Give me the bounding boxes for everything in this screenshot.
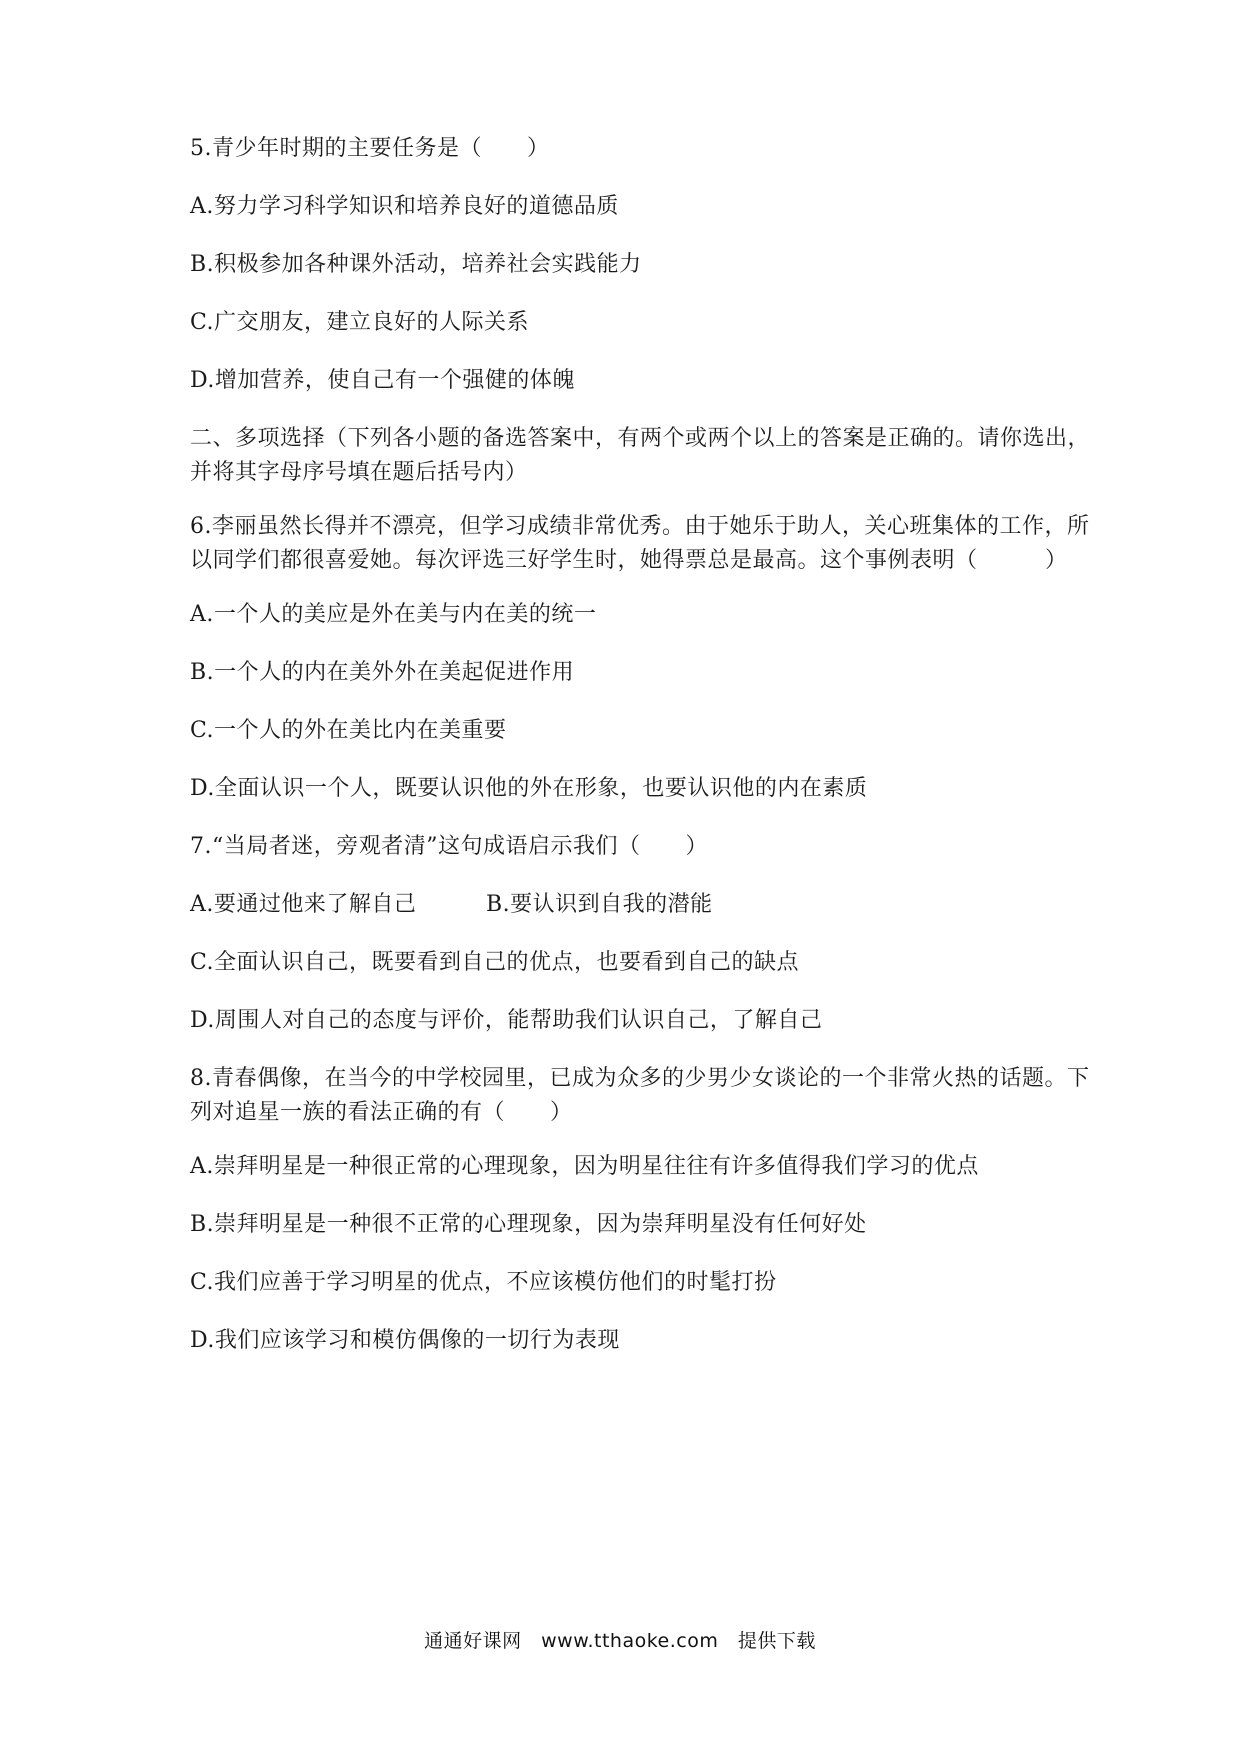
page-footer: 通通好课网 www.tthaoke.com 提供下载 <box>424 1630 816 1652</box>
q7-option-d: D.周围人对自己的态度与评价，能帮助我们认识自己，了解自己 <box>190 1008 823 1033</box>
q6-option-c: C.一个人的外在美比内在美重要 <box>190 718 507 743</box>
q7-option-c: C.全面认识自己，既要看到自己的优点，也要看到自己的缺点 <box>190 950 800 975</box>
q6-option-a: A.一个人的美应是外在美与内在美的统一 <box>190 602 597 627</box>
section2-heading-line2: 并将其字母序号填在题后括号内） <box>190 460 528 485</box>
q7-option-a: A.要通过他来了解自己 <box>190 892 417 917</box>
q5-option-c: C.广交朋友，建立良好的人际关系 <box>190 310 530 335</box>
q5-stem: 5.青少年时期的主要任务是（ ） <box>190 136 550 161</box>
q5-option-b: B.积极参加各种课外活动，培养社会实践能力 <box>190 252 642 277</box>
q5-option-d: D.增加营养，使自己有一个强健的体魄 <box>190 368 575 393</box>
q6-option-d: D.全面认识一个人，既要认识他的外在形象，也要认识他的内在素质 <box>190 776 868 801</box>
q8-option-b: B.崇拜明星是一种很不正常的心理现象，因为崇拜明星没有任何好处 <box>190 1212 867 1237</box>
q6-stem-line1: 6.李丽虽然长得并不漂亮，但学习成绩非常优秀。由于她乐于助人，关心班集体的工作，所 <box>190 514 1090 539</box>
section2-heading-line1: 二、多项选择（下列各小题的备选答案中，有两个或两个以上的答案是正确的。请你选出， <box>190 426 1091 451</box>
q7-options-ab <box>190 886 1070 924</box>
q5-option-a: A.努力学习科学知识和培养良好的道德品质 <box>190 194 619 219</box>
q8-stem-line1: 8.青春偶像，在当今的中学校园里，已成为众多的少男少女谈论的一个非常火热的话题。下 <box>190 1066 1090 1091</box>
q8-stem-line2: 列对追星一族的看法正确的有（ ） <box>190 1100 573 1125</box>
q6-stem-line2: 以同学们都很喜爱她。每次评选三好学生时，她得票总是最高。这个事例表明（ ） <box>190 548 1068 573</box>
q8-option-c: C.我们应善于学习明星的优点，不应该模仿他们的时髦打扮 <box>190 1270 777 1295</box>
q7-option-b: B.要认识到自我的潜能 <box>486 892 713 917</box>
q6-option-b: B.一个人的内在美外外在美起促进作用 <box>190 660 575 685</box>
q8-option-d: D.我们应该学习和模仿偶像的一切行为表现 <box>190 1328 620 1353</box>
q8-option-a: A.崇拜明星是一种很正常的心理现象，因为明星往往有许多值得我们学习的优点 <box>190 1154 979 1179</box>
q7-stem: 7.“当局者迷，旁观者清”这句成语启示我们（ ） <box>190 834 708 859</box>
